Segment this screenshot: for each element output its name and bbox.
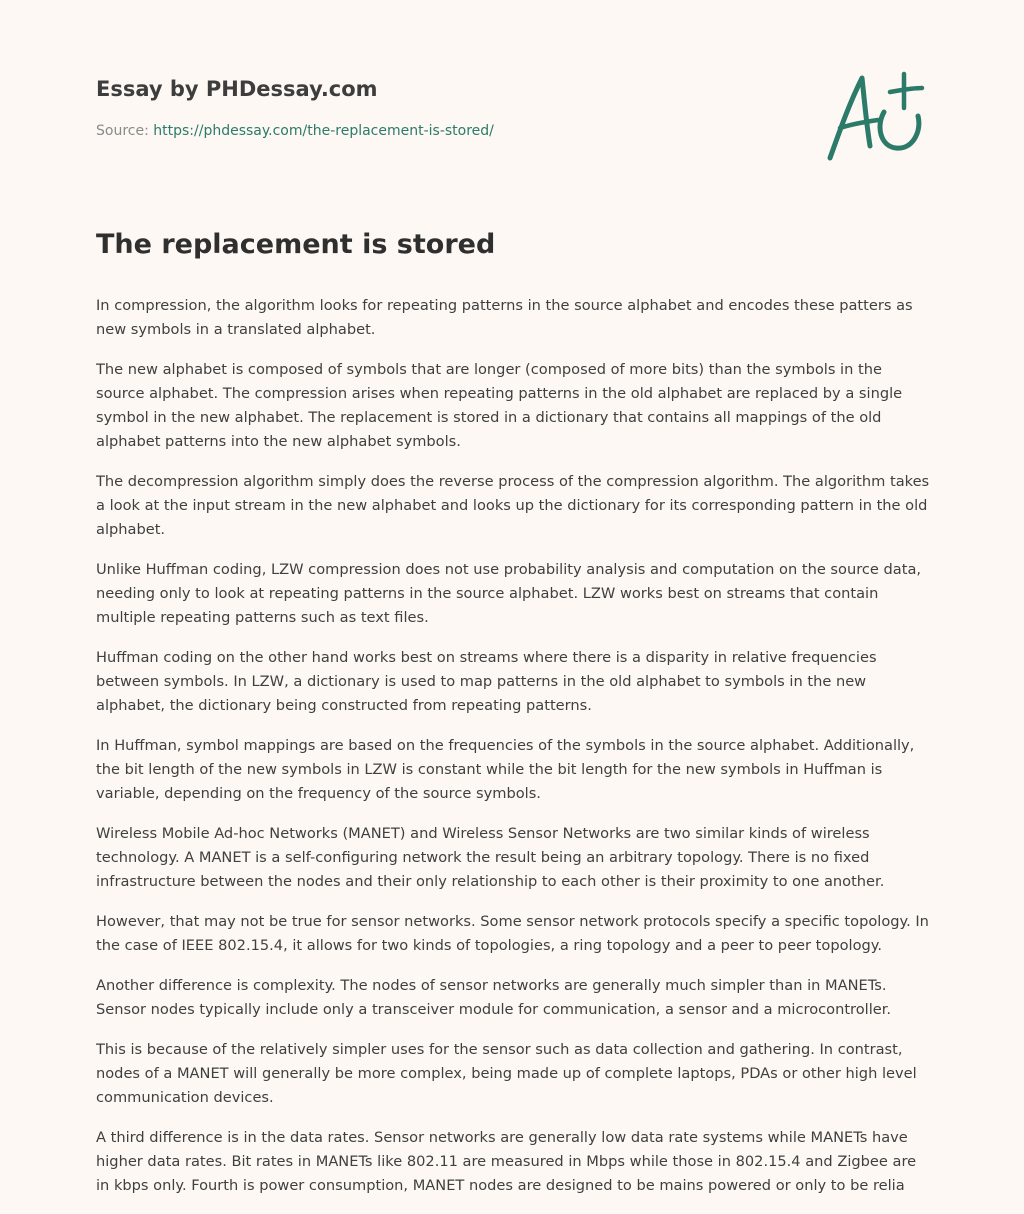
essay-paragraph: In compression, the algorithm looks for repeating patterns in the source alphabet and encodes these patters as new symbols in a translated alphabet.: [96, 297, 913, 338]
essay-paragraph: This is because of the relatively simpler uses for the sensor such as data collection and gathering. In contrast, nodes of a MANET will generally be more complex, being made up of complete laptops, PDAs or other high level communication devices.: [96, 1041, 917, 1106]
source-link[interactable]: https://phdessay.com/the-replacement-is-stored/: [153, 123, 494, 139]
essay-paragraph: The decompression algorithm simply does the reverse process of the compression algorithm. The algorithm takes a look at the input stream in the new alphabet and looks up the dictionary for its corresponding pattern in the old alphabet.: [96, 473, 930, 538]
essay-paragraph: Wireless Mobile Ad-hoc Networks (MANET) and Wireless Sensor Networks are two similar kinds of wireless technology. A MANET is a self-configuring network the result being an arbitrary topology. There is no fixed infrastructure between the nodes and their only relationship to each other is their proximity to one another.: [96, 825, 885, 890]
essay-paragraph: Unlike Huffman coding, LZW compression does not use probability analysis and computation on the source data, needing only to look at repeating patterns in the source alphabet. LZW works best on streams that contain multiple repeating patterns such as text files.: [96, 561, 922, 626]
essay-paragraph: A third difference is in the data rates. Sensor networks are generally low data rate systems while MANETs have higher data rates. Bit rates in MANETs like 802.11 are measured in Mbps while those in 802.15.4 and Zigbee are in kbps only. Fourth is power consumption, MANET nodes are designed to be mains powered or only to be relia: [96, 1129, 917, 1194]
essay-content: [96, 226, 930, 1214]
essay-paragraph: The new alphabet is composed of symbols that are longer (composed of more bits) than the symbols in the source alphabet. The compression arises when repeating patterns in the old alphabet are replaced by a single symbol in the new alphabet. The replacement is stored in a dictionary that contains all mappings of the old alphabet patterns into the new alphabet symbols.: [96, 361, 903, 450]
source-line: [96, 121, 796, 141]
essay-paragraph: In Huffman, symbol mappings are based on the frequencies of the symbols in the source alphabet. Additionally, the bit length of the new symbols in LZW is constant while the bit length for the new symbols in Huffman is variable, depending on the frequency of the source symbols.: [96, 737, 915, 802]
site-title: Essay by PHDessay.com: [96, 77, 378, 101]
essay-paragraph: However, that may not be true for sensor networks. Some sensor network protocols specify a specific topology. In the case of IEEE 802.15.4, it allows for two kinds of topologies, a ring topology and a peer to peer topology.: [96, 913, 929, 954]
essay-title: The replacement is stored: [96, 229, 496, 260]
a-plus-logo-icon: [818, 66, 930, 168]
page-header: [96, 74, 796, 141]
essay-paragraph: Huffman coding on the other hand works best on streams where there is a disparity in relative frequencies between symbols. In LZW, a dictionary is used to map patterns in the old alphabet to symbols in the new alphabet, the dictionary being constructed from repeating patterns.: [96, 649, 877, 714]
source-label: Source:: [96, 123, 154, 139]
essay-paragraph: Another difference is complexity. The nodes of sensor networks are generally much simpler than in MANETs. Sensor nodes typically include only a transceiver module for communication, a sensor and a microcontroller.: [96, 977, 892, 1018]
